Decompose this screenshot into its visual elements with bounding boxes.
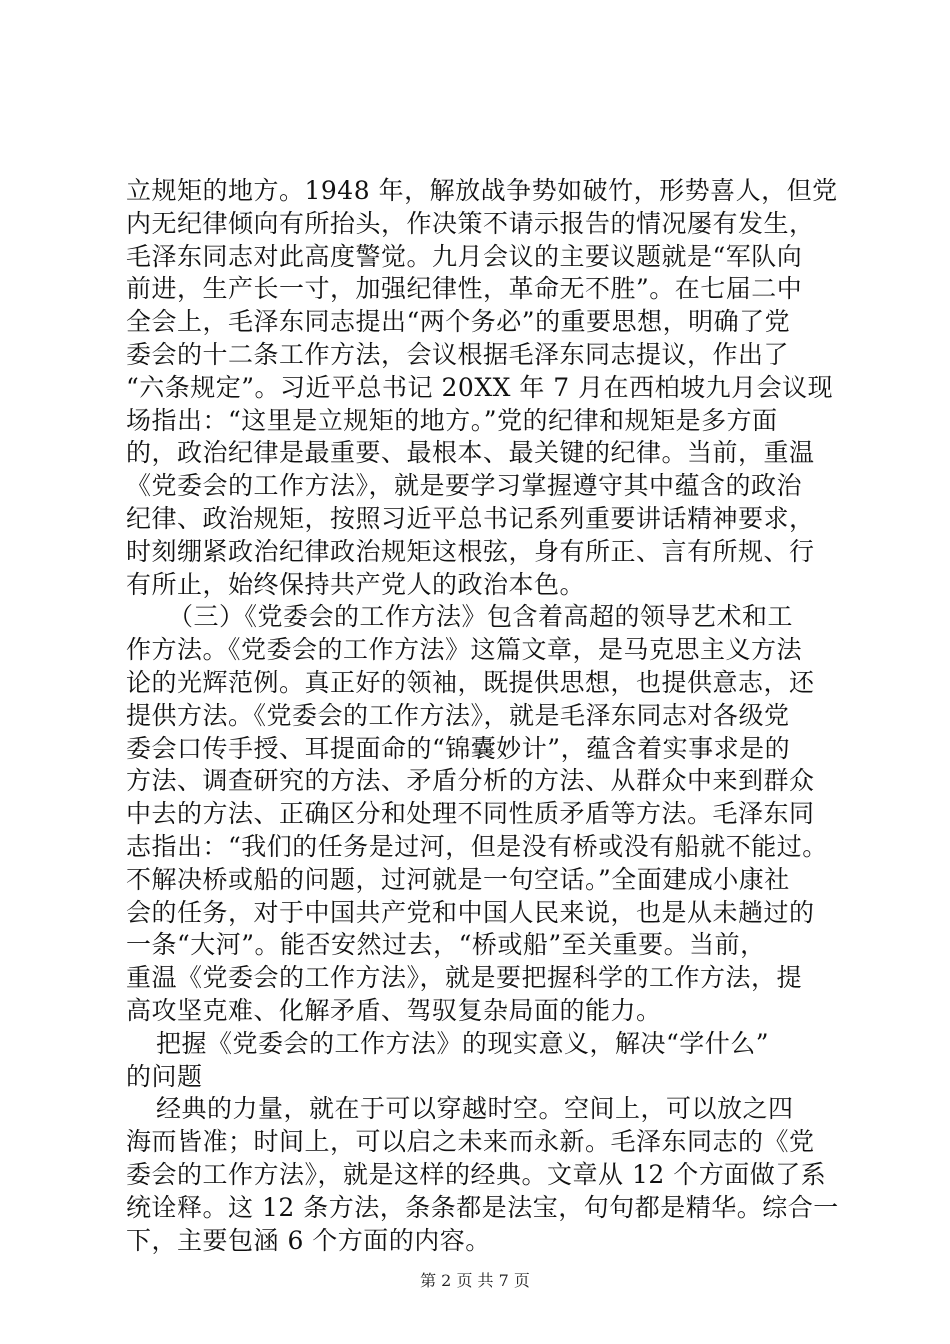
text-line: 立规矩的地方。1948 年，解放战争势如破竹，形势喜人，但党	[126, 176, 838, 205]
text-line: 毛泽东同志对此高度警觉。九月会议的主要议题就是“军队向	[126, 241, 803, 271]
text-line: 场指出：“这里是立规矩的地方。”党的纪律和规矩是多方面	[126, 405, 778, 435]
text-line: 海而皆准；时间上，可以启之未来而永新。毛泽东同志的《党	[126, 1127, 815, 1157]
text-line: 经典的力量，就在于可以穿越时空。空间上，可以放之四	[156, 1094, 794, 1124]
section-heading-line: 的问题	[126, 1061, 203, 1091]
text-line: 论的光辉范例。真正好的领袖，既提供思想，也提供意志，还	[126, 667, 815, 697]
text-line: 高攻坚克难、化解矛盾、驾驭复杂局面的能力。	[126, 995, 662, 1025]
text-line: 提供方法。《党委会的工作方法》，就是毛泽东同志对各级党	[126, 700, 790, 730]
text-line: 的，政治纪律是最重要、最根本、最关键的纪律。当前，重温	[126, 438, 815, 468]
text-line: 有所止，始终保持共产党人的政治本色。	[126, 569, 586, 599]
text-line: 《党委会的工作方法》，就是要学习掌握遵守其中蕴含的政治	[126, 471, 803, 501]
text-line: 全会上，毛泽东同志提出“两个务必”的重要思想，明确了党	[126, 307, 791, 337]
text-line: 重温《党委会的工作方法》，就是要把握科学的工作方法，提	[126, 963, 803, 993]
text-line: 一条“大河”。能否安然过去，“桥或船”至关重要。当前，	[126, 930, 766, 960]
text-line: “六条规定”。习近平总书记 20XX 年 7 月在西柏坡九月会议现	[126, 372, 834, 402]
text-line: 委会的工作方法》，就是这样的经典。文章从 12 个方面做了系	[126, 1159, 827, 1189]
text-line: 纪律、政治规矩，按照习近平总书记系列重要讲话精神要求，	[126, 503, 815, 533]
text-line: 下，主要包涵 6 个方面的内容。	[126, 1225, 491, 1255]
text-line: 志指出：“我们的任务是过河，但是没有桥或没有船就不能过。	[126, 831, 828, 861]
text-line: 前进，生产长一寸，加强纪律性，革命无不胜”。在七届二中	[126, 274, 803, 304]
body-text	[126, 175, 841, 1257]
paragraph-heading-line: （三）《党委会的工作方法》包含着高超的领导艺术和工	[168, 602, 794, 632]
text-line: 委会口传手授、耳提面命的“锦囊妙计”，蕴含着实事求是的	[126, 733, 791, 763]
text-line: 方法、调查研究的方法、矛盾分析的方法、从群众中来到群众	[126, 766, 815, 796]
text-line: 时刻绷紧政治纪律政治规矩这根弦，身有所正、言有所规、行	[126, 536, 815, 566]
text-line: 会的任务，对于中国共产党和中国人民来说，也是从未趟过的	[126, 897, 815, 927]
text-line: 作方法。《党委会的工作方法》这篇文章，是马克思主义方法	[126, 635, 803, 665]
page-number-footer: 第 2 页 共 7 页	[420, 1271, 530, 1290]
text-line: 统诠释。这 12 条方法，条条都是法宝，句句都是精华。综合一	[126, 1192, 839, 1222]
section-heading-line: 把握《党委会的工作方法》的现实意义，解决“学什么”	[156, 1028, 770, 1058]
text-line: 中去的方法、正确区分和处理不同性质矛盾等方法。毛泽东同	[126, 799, 815, 829]
text-line: 内无纪律倾向有所抬头，作决策不请示报告的情况屡有发生，	[126, 208, 815, 238]
text-line: 委会的十二条工作方法，会议根据毛泽东同志提议，作出了	[126, 339, 790, 369]
text-line: 不解决桥或船的问题，过河就是一句空话。”全面建成小康社	[126, 864, 790, 894]
